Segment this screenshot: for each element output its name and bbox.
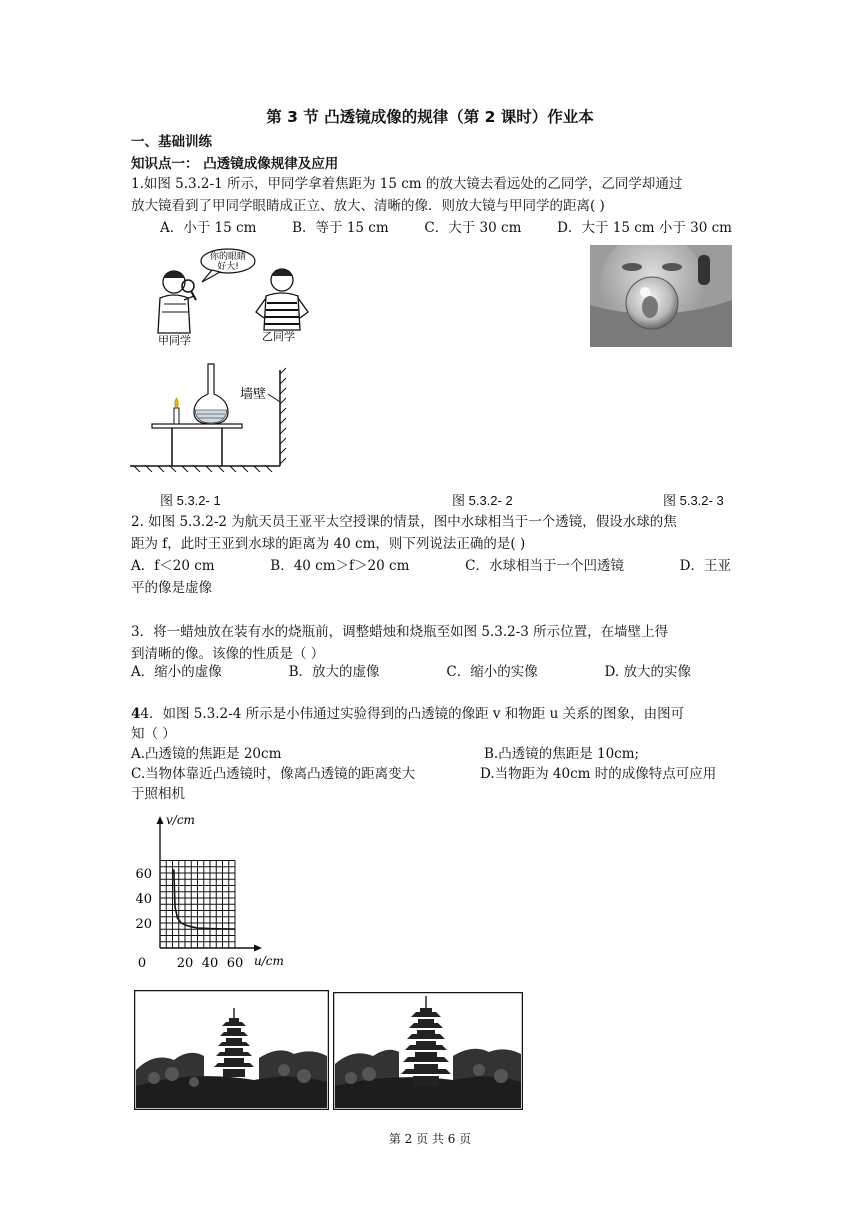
q2-options xyxy=(131,556,731,577)
caption-fig-3: 图 5.3.2- 3 xyxy=(663,493,724,508)
figure-5-3-2-1 xyxy=(150,248,330,348)
q2-option-b: B．40 cm＞f＞20 cm xyxy=(270,558,410,574)
q3-option-c: C．缩小的实像 xyxy=(446,664,538,680)
q2-option-d: D．王亚 xyxy=(679,558,731,574)
figure-5-3-2-2-photo xyxy=(590,245,732,347)
x-tick-label: 40 xyxy=(201,956,219,971)
caption-fig-1: 图 5.3.2- 1 xyxy=(160,493,221,508)
q3-options xyxy=(131,662,691,683)
q3-line2: 到清晰的像。该像的性质是（ ） xyxy=(131,646,325,662)
q4-line1-text: 4．如图 5.3.2-4 所示是小伟通过实验得到的凸透镜的像距 v 和物距 u 关系的图象，由图可 xyxy=(140,706,685,722)
pagoda-photo-right xyxy=(333,992,523,1110)
q1-option-b: B．等于 15 cm xyxy=(292,220,389,236)
series-line xyxy=(174,869,235,929)
q4-option-d: D.当物距为 40cm 时的成像特点可应用 xyxy=(480,766,717,782)
tick-labels xyxy=(135,867,243,971)
x-axis-arrow xyxy=(254,945,262,952)
label-yi: 乙同学 xyxy=(262,330,295,343)
q2-option-a: A．f＜20 cm xyxy=(131,558,215,574)
y-axis-arrow xyxy=(157,816,164,824)
x-axis-label: u/cm xyxy=(254,954,284,968)
wall-label: 墙壁 xyxy=(240,387,267,402)
chart-grid xyxy=(160,861,235,949)
q2-option-c: C．水球相当于一个凹透镜 xyxy=(465,558,624,574)
knowledge-point-heading: 知识点一： 凸透镜成像规律及应用 xyxy=(131,156,339,172)
q4-option-d-cont: 于照相机 xyxy=(131,786,185,802)
label-jia: 甲同学 xyxy=(158,334,191,347)
y-axis-label: v/cm xyxy=(166,813,195,827)
q3-line1: 3．将一蜡烛放在装有水的烧瓶前，调整蜡烛和烧瓶至如图 5.3.2-3 所示位置，在墙壁上得 xyxy=(131,624,669,640)
q2-line4: 平的像是虚像 xyxy=(131,580,212,596)
v-u-chart xyxy=(128,808,328,978)
page-footer: 第 2 页 共 6 页 xyxy=(388,1132,472,1146)
q1-option-d: D．大于 15 cm 小于 30 cm xyxy=(557,220,732,236)
figure-5-3-2-3 xyxy=(128,362,294,472)
pagoda-photo-left xyxy=(134,990,329,1110)
q4-line2: 知（ ） xyxy=(131,726,176,742)
q3-option-b: B．放大的虚像 xyxy=(288,664,380,680)
x-tick-label: 20 xyxy=(176,956,194,971)
q4-option-b: B.凸透镜的焦距是 10cm; xyxy=(484,746,640,762)
q1-option-c: C．大于 30 cm xyxy=(424,220,522,236)
q4-option-a: A.凸透镜的焦距是 20cm xyxy=(131,746,282,762)
bubble-text-2: 好大! xyxy=(217,262,239,272)
y-tick-label: 60 xyxy=(135,867,152,882)
section-heading: 一、基础训练 xyxy=(131,134,212,150)
caption-fig-2: 图 5.3.2- 2 xyxy=(452,493,513,508)
q1-options xyxy=(160,218,732,239)
y-tick-label: 20 xyxy=(135,917,152,932)
q3-option-d: D. 放大的实像 xyxy=(604,664,691,680)
q1-option-a: A．小于 15 cm xyxy=(160,220,257,236)
y-tick-label: 40 xyxy=(135,892,152,907)
q2-line1: 2. 如图 5.3.2-2 为航天员王亚平太空授课的情景，图中水球相当于一个透镜，假设水球的焦 xyxy=(131,514,677,530)
q4-option-c: C.当物体靠近凸透镜时，像离凸透镜的距离变大 xyxy=(131,766,416,782)
x-tick-label: 0 xyxy=(137,956,147,971)
q1-line1: 1.如图 5.3.2-1 所示，甲同学拿着焦距为 15 cm 的放大镜去看远处的乙同学，乙同学却通过 xyxy=(131,176,683,192)
q1-line2: 放大镜看到了甲同学眼睛成正立、放大、清晰的像．则放大镜与甲同学的距离( ) xyxy=(131,198,605,214)
bubble-text-1: 你的眼睛 xyxy=(209,252,247,262)
page-title: 第 3 节 凸透镜成像的规律（第 2 课时）作业本 xyxy=(266,108,594,126)
x-tick-label: 60 xyxy=(226,956,244,971)
q3-option-a: A．缩小的虚像 xyxy=(131,664,222,680)
q4-line1: 44．如图 5.3.2-4 所示是小伟通过实验得到的凸透镜的像距 v 和物距 u 关系的图象，由图可 xyxy=(131,706,685,722)
q2-line2: 距为 f，此时王亚到水球的距离为 40 cm，则下列说法正确的是( ) xyxy=(131,536,526,552)
